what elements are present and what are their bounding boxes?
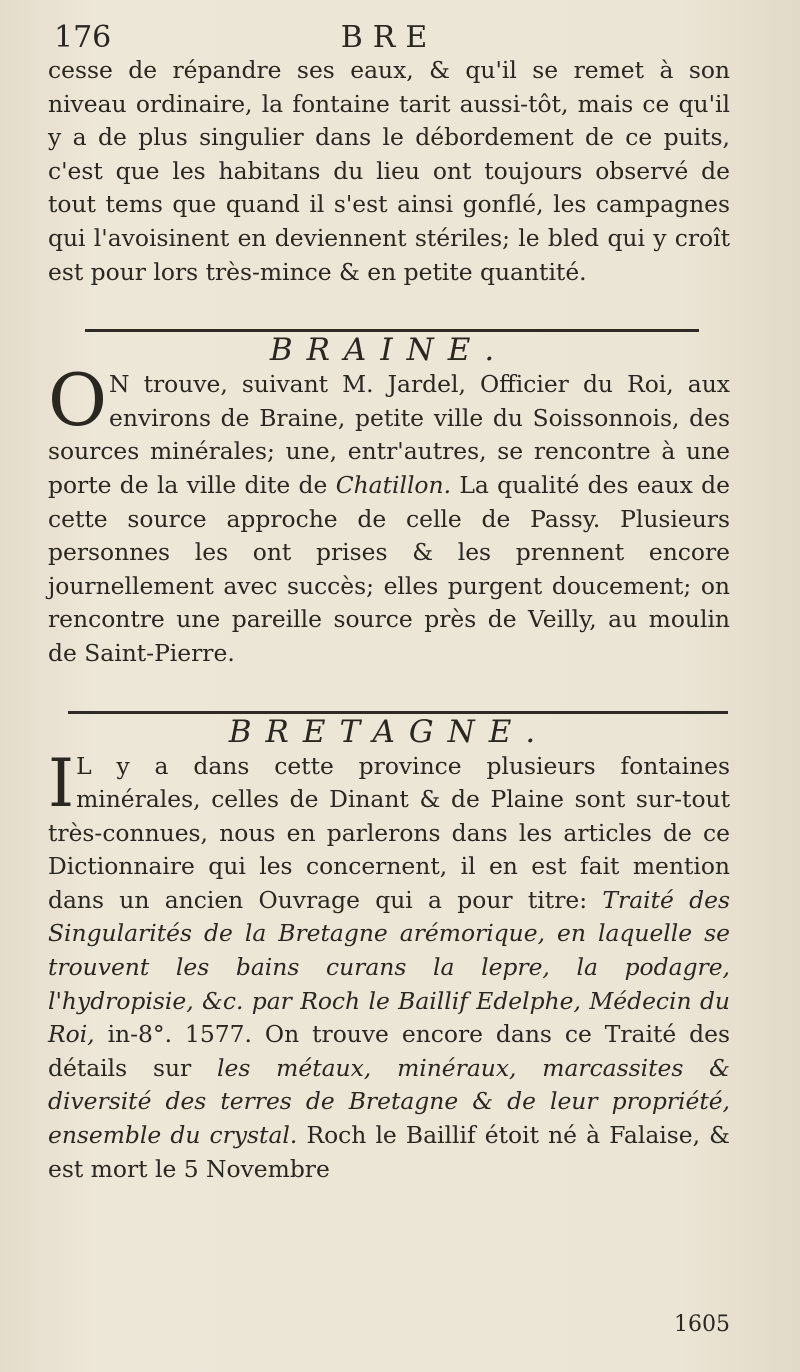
place-name-italic: Chatillon. xyxy=(335,470,452,499)
braine-paragraph xyxy=(48,358,730,670)
drop-cap: O xyxy=(48,358,108,443)
drop-cap: I xyxy=(48,744,75,822)
bretagne-text-end: Roch le Baillif étoit né à Falaise, & est mort le 5 Novembre xyxy=(48,1121,730,1183)
page-number: 176 xyxy=(54,20,112,55)
bretagne-text-cont: in-8°. 1577. On trouve encore dans ce Traité des détails sur xyxy=(48,1020,730,1082)
bretagne-paragraph xyxy=(48,744,731,1187)
page-header xyxy=(48,14,730,54)
braine-text-cont: La qualité des eaux de cette source approche de celle de Passy. Plusieurs personnes les ont prises & les prennent encore journellement avec succès; elles purgent doucement; on rencontre une pareille source près de Veilly, au moulin de Saint-Pierre. xyxy=(48,470,730,667)
book-title-italic: Traité des Singularités de la Bretagne arémorique, en laquelle se trouvent les bains curans la lepre, la podagre, l'hydropisie, &c. par Roch le Baillif Edelphe, Médecin du Roi, xyxy=(48,885,730,1049)
catchword: 1605 xyxy=(674,1312,730,1337)
subject-italic: les métaux, minéraux, marcassites & diversité des terres de Bretagne & de leur propriété, ensemble du crystal. xyxy=(48,1053,731,1150)
bretagne-text: L y a dans cette province plusieurs fontaines minérales, celles de Dinant & de Plaine sont sur-tout très-connues, nous en parlerons dans les articles de ce Dictionnaire qui les concernent, il en est fait mention dans un ancien Ouvrage qui a pour titre: xyxy=(48,751,730,914)
section-title-bretagne: BRETAGNE. xyxy=(228,713,550,750)
section-title-braine: BRAINE. xyxy=(269,332,509,369)
running-title: BRE xyxy=(340,20,438,55)
continuation-paragraph: cesse de répandre ses eaux, & qu'il se remet à son niveau ordinaire, la fontaine tarit aussi-tôt, mais ce qu'il y a de plus singulier dans le débordement de ce puits, c'est que les habitans du lieu ont toujours observé de tout tems que quand il s'est ainsi gonflé, les campagnes qui l'avoisinent en deviennent stériles; le bled qui y croît est pour lors très-mince & en petite quantité. xyxy=(48,56,730,286)
braine-text: N trouve, suivant M. Jardel, Officier du Roi, aux environs de Braine, petite ville du Soissonnois, des sources minérales; une, entr'autres, se rencontre à une porte de la ville dite de xyxy=(48,370,730,499)
